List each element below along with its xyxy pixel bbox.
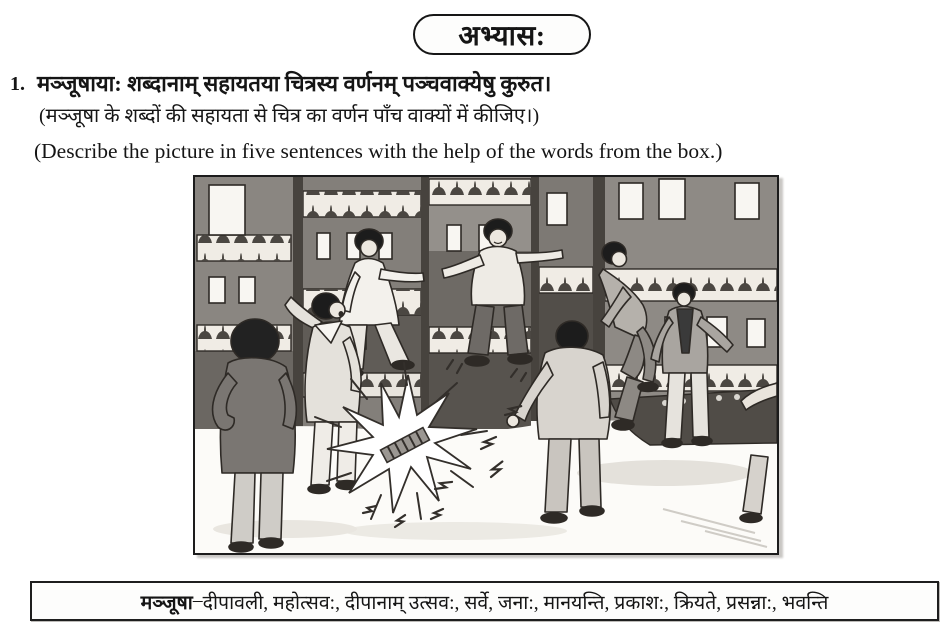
diwali-illustration [193,175,779,555]
question-number: 1. [10,73,25,95]
word-box-separator: – [192,590,203,611]
question-hindi: (मञ्जूषा के शब्दों की सहायता से चित्र का वर्णन पाँच वाक्यों में कीजिए।) [39,105,540,127]
word-box [30,581,939,621]
word-box-words: दीपावली, महोत्सव:, दीपानाम् उत्सव:, सर्वे, जना:, मानयन्ति, प्रकाश:, क्रियते, प्रसन्ना:, भवन्ति [202,592,829,614]
question-english: (Describe the picture in five sentences with the help of the words from the box.) [34,139,723,163]
diwali-scene-svg [195,177,777,553]
word-box-label: मञ्जूषा [140,592,193,614]
question-sanskrit: मञ्जूषाया: शब्दानाम् सहायतया चित्रस्य वर्णनम् पञ्चवाक्येषु कुरुत। [37,71,552,96]
exercise-heading-label: अभ्यास: [458,20,546,52]
exercise-heading [413,14,591,55]
